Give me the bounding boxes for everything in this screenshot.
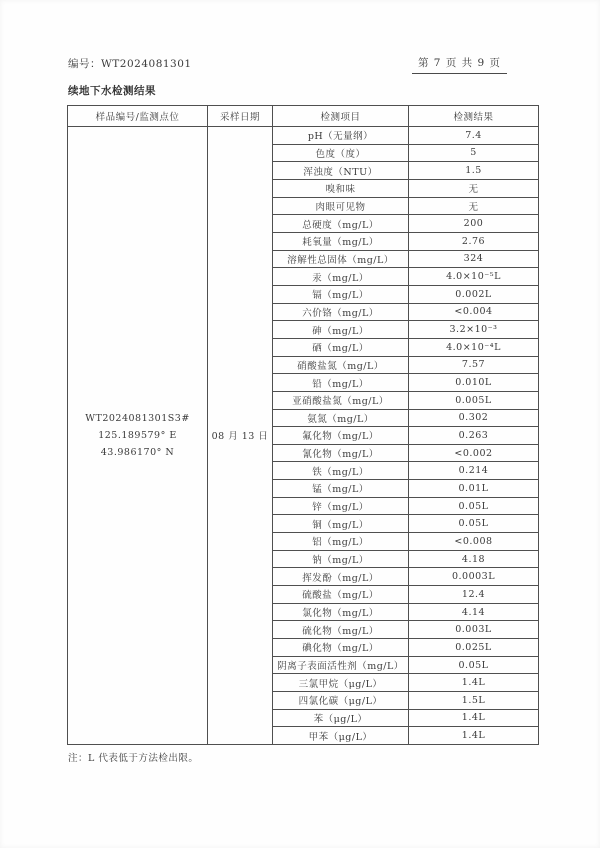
test-result: 1.5L — [409, 692, 539, 710]
test-result: 12.4 — [409, 586, 539, 604]
test-result: 200 — [409, 215, 539, 233]
test-item: 苯（μg/L） — [273, 709, 409, 727]
test-item: 镉（mg/L） — [273, 285, 409, 303]
test-result: 1.4L — [409, 674, 539, 692]
test-item: 碘化物（mg/L） — [273, 639, 409, 657]
test-item: 氨氮（mg/L） — [273, 409, 409, 427]
test-result: 0.0003L — [409, 568, 539, 586]
test-result: 0.302 — [409, 409, 539, 427]
test-result: 0.263 — [409, 427, 539, 445]
test-item: 肉眼可见物 — [273, 197, 409, 215]
test-result: 4.18 — [409, 550, 539, 568]
test-item: 硒（mg/L） — [273, 338, 409, 356]
header-test-item: 检测项目 — [273, 106, 409, 127]
header-test-result: 检测结果 — [409, 106, 539, 127]
test-result: 324 — [409, 250, 539, 268]
test-item: 氯化物（mg/L） — [273, 603, 409, 621]
test-result: 2.76 — [409, 232, 539, 250]
table-header-row — [68, 106, 539, 127]
test-item: 色度（度） — [273, 144, 409, 162]
test-result: <0.004 — [409, 303, 539, 321]
test-result: 0.05L — [409, 656, 539, 674]
footnote: 注：L 代表低于方法检出限。 — [68, 753, 199, 764]
test-item: 耗氧量（mg/L） — [273, 232, 409, 250]
test-result: 3.2×10⁻³ — [409, 321, 539, 339]
test-result: 0.003L — [409, 621, 539, 639]
test-result: 4.0×10⁻⁴L — [409, 338, 539, 356]
sampling-date-cell: 08 月 13 日 — [208, 127, 273, 745]
sample-id-line: 43.986170° N — [100, 446, 175, 458]
test-item: 汞（mg/L） — [273, 268, 409, 286]
test-result: 4.0×10⁻⁵L — [409, 268, 539, 286]
test-item: pH（无量纲） — [273, 127, 409, 145]
test-result: 1.4L — [409, 709, 539, 727]
results-table — [67, 105, 539, 745]
test-item: 砷（mg/L） — [273, 321, 409, 339]
test-result: 无 — [409, 197, 539, 215]
test-result: 7.4 — [409, 127, 539, 145]
test-item: 硫酸盐（mg/L） — [273, 586, 409, 604]
test-item: 亚硝酸盐氮（mg/L） — [273, 391, 409, 409]
test-result: 0.05L — [409, 497, 539, 515]
test-result: 0.002L — [409, 285, 539, 303]
page-indicator: 第 7 页 共 9 页 — [412, 55, 507, 74]
test-result: 1.4L — [409, 727, 539, 745]
test-item: 锰（mg/L） — [273, 480, 409, 498]
test-result: 4.14 — [409, 603, 539, 621]
test-result: 0.005L — [409, 391, 539, 409]
header-sampling-date: 采样日期 — [208, 106, 273, 127]
test-result: <0.008 — [409, 533, 539, 551]
sample-id-cell — [68, 127, 208, 745]
test-item: 硫化物（mg/L） — [273, 621, 409, 639]
test-result: 无 — [409, 179, 539, 197]
results-body — [68, 127, 539, 745]
test-item: 铜（mg/L） — [273, 515, 409, 533]
test-item: 挥发酚（mg/L） — [273, 568, 409, 586]
test-result: 7.57 — [409, 356, 539, 374]
table-row — [68, 127, 539, 145]
test-result: <0.002 — [409, 444, 539, 462]
section-title: 续地下水检测结果 — [68, 85, 156, 97]
test-result: 0.214 — [409, 462, 539, 480]
test-item: 阴离子表面活性剂（mg/L） — [273, 656, 409, 674]
test-item: 总硬度（mg/L） — [273, 215, 409, 233]
test-result: 0.025L — [409, 639, 539, 657]
test-result: 0.010L — [409, 374, 539, 392]
header-sample-id: 样品编号/监测点位 — [68, 106, 208, 127]
test-item: 四氯化碳（μg/L） — [273, 692, 409, 710]
test-item: 氰化物（mg/L） — [273, 444, 409, 462]
test-item: 硝酸盐氮（mg/L） — [273, 356, 409, 374]
test-item: 钠（mg/L） — [273, 550, 409, 568]
doc-number: 编号：WT2024081301 — [68, 58, 192, 70]
test-result: 0.01L — [409, 480, 539, 498]
test-item: 三氯甲烷（μg/L） — [273, 674, 409, 692]
test-result: 0.05L — [409, 515, 539, 533]
test-item: 铝（mg/L） — [273, 533, 409, 551]
test-item: 氟化物（mg/L） — [273, 427, 409, 445]
test-item: 嗅和味 — [273, 179, 409, 197]
test-item: 甲苯（μg/L） — [273, 727, 409, 745]
test-result: 5 — [409, 144, 539, 162]
test-result: 1.5 — [409, 162, 539, 180]
test-item: 铅（mg/L） — [273, 374, 409, 392]
test-item: 六价铬（mg/L） — [273, 303, 409, 321]
test-item: 浑浊度（NTU） — [273, 162, 409, 180]
sample-id-line: 125.189579° E — [98, 429, 177, 441]
test-item: 铁（mg/L） — [273, 462, 409, 480]
test-item: 溶解性总固体（mg/L） — [273, 250, 409, 268]
sample-id-line: WT2024081301S3# — [85, 412, 190, 424]
test-item: 锌（mg/L） — [273, 497, 409, 515]
